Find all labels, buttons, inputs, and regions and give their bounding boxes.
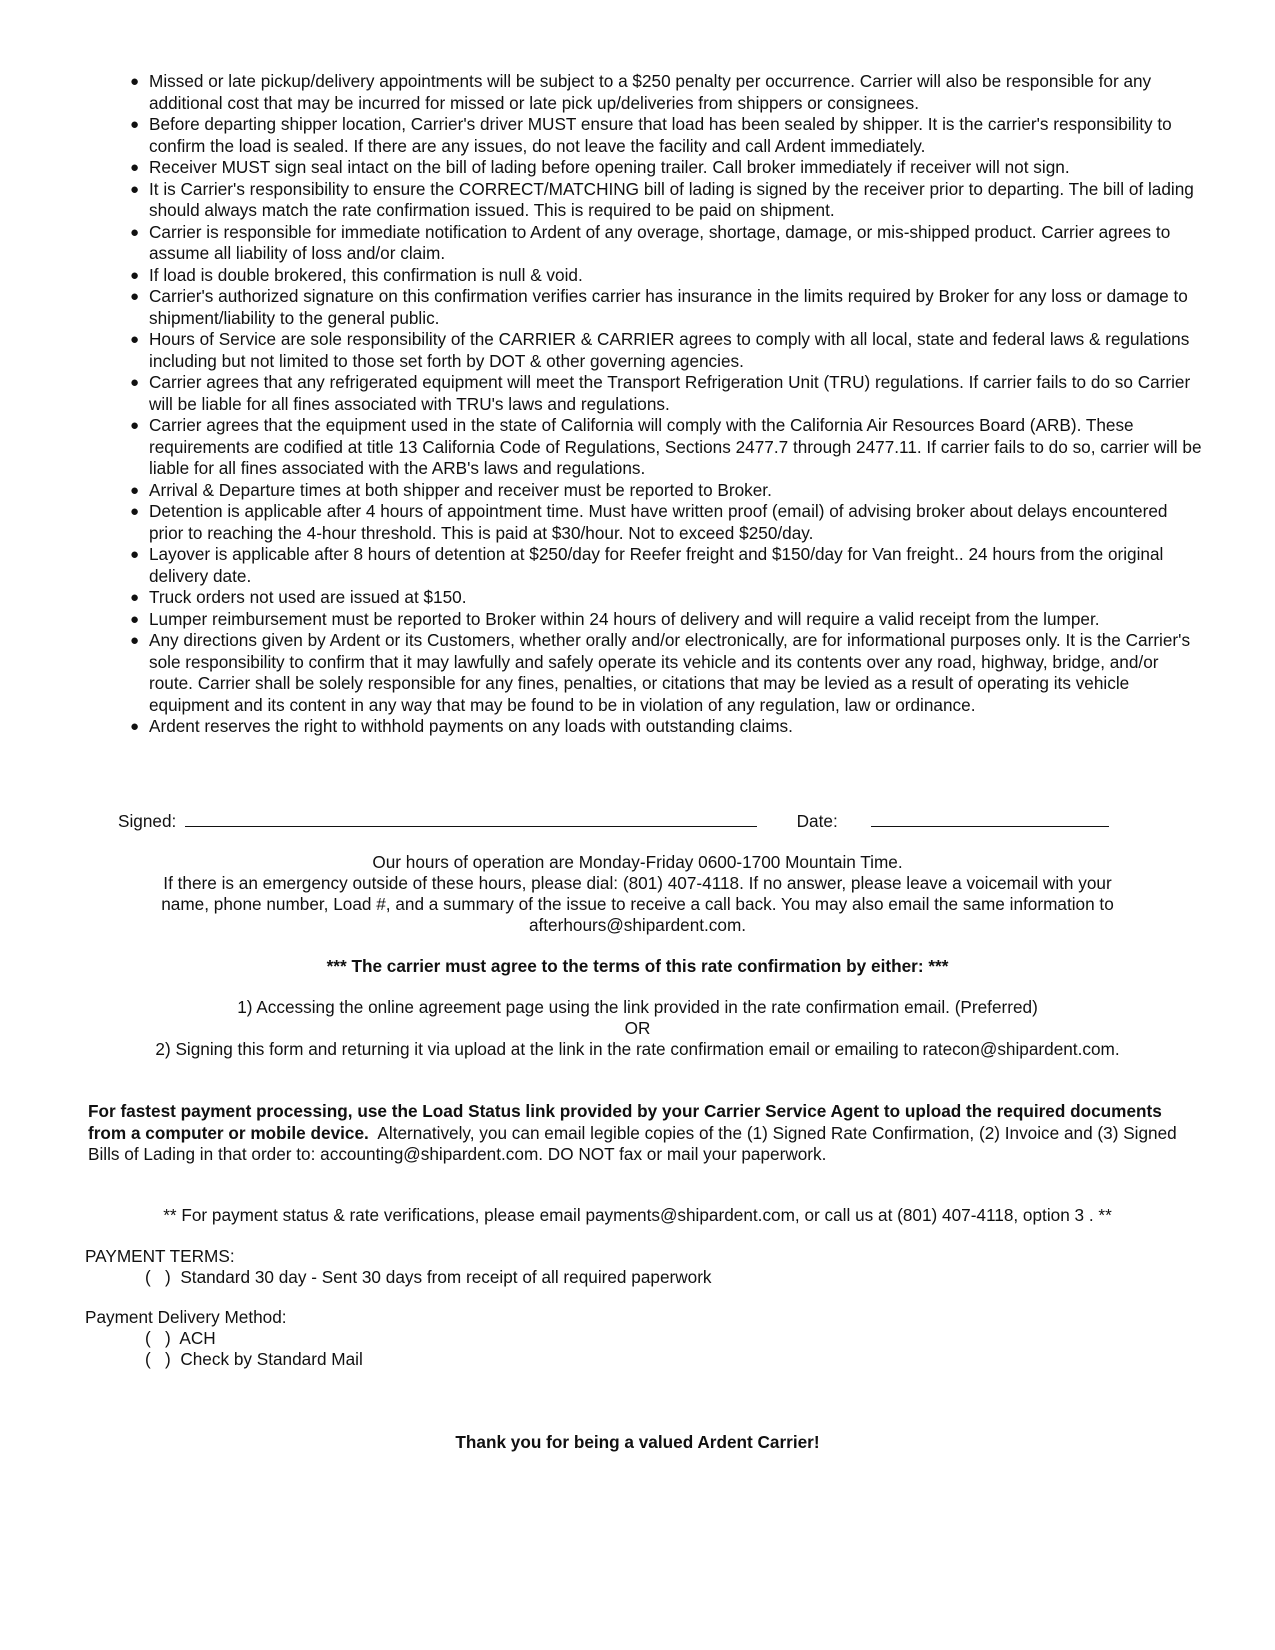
bullet-icon: ● — [130, 417, 140, 434]
agree-option-2: 2) Signing this form and returning it via upload at the link in the rate confirmation email or emailing to ratecon@shipardent.com. — [155, 1039, 1120, 1059]
bullet-icon: ● — [130, 374, 140, 391]
payment-terms-label: PAYMENT TERMS: — [85, 1246, 235, 1266]
agree-or: OR — [624, 1018, 651, 1038]
term-item — [127, 716, 1202, 738]
hours-line-4: afterhours@shipardent.com. — [528, 915, 747, 935]
signed-label: Signed: — [118, 811, 177, 831]
term-text: Layover is applicable after 8 hours of detention at $250/day for Reefer freight and $150/day for Van freight.. 24 hours from the original delivery date. — [149, 544, 1164, 586]
term-text: Before departing shipper location, Carrier's driver MUST ensure that load has been sealed by shipper. It is the carrier's responsibility to confirm the load is sealed. If there are any issues, do not leave the facility and call Ardent immediately. — [149, 114, 1172, 156]
agree-heading: *** The carrier must agree to the terms of this rate confirmation by either: *** — [326, 956, 949, 976]
term-item — [127, 222, 1202, 265]
term-item — [127, 609, 1202, 631]
term-text: Ardent reserves the right to withhold payments on any loads with outstanding claims. — [149, 716, 793, 736]
bullet-icon: ● — [130, 503, 140, 520]
bullet-icon: ● — [130, 610, 140, 628]
term-text: Truck orders not used are issued at $150. — [149, 587, 467, 607]
delivery-option-ach[interactable]: ( ) ACH — [145, 1328, 216, 1348]
payment-normal-text: Alternatively, you can email legible copies of the (1) Signed Rate Confirmation, (2) Invoice and (3) Signed Bills of Lading in that order to: accounting@shipardent.com. DO NOT fax or mail your paperwork. — [88, 1122, 1182, 1164]
term-text: Carrier agrees that any refrigerated equipment will meet the Transport Refrigeration Unit (TRU) regulations. If carrier fails to do so Carrier will be liable for all fines associated with TRU's laws and regulations. — [149, 372, 1191, 414]
term-text: Hours of Service are sole responsibility of the CARRIER & CARRIER agrees to comply with all local, state and federal laws & regulations including but not limited to those set forth by DOT & other governing agencies. — [149, 329, 1190, 371]
hours-line-1: Our hours of operation are Monday-Friday 0600-1700 Mountain Time. — [372, 852, 903, 872]
bullet-icon: ● — [130, 331, 140, 348]
term-item — [127, 501, 1202, 544]
term-text: Receiver MUST sign seal intact on the bill of lading before opening trailer. Call broker immediately if receiver will not sign. — [149, 157, 1070, 177]
term-text: If load is double brokered, this confirmation is null & void. — [149, 264, 583, 285]
term-item — [127, 71, 1202, 114]
bullet-icon: ● — [130, 481, 140, 499]
bullet-icon: ● — [130, 180, 140, 198]
agree-option-1: 1) Accessing the online agreement page using the link provided in the rate confirmation email. (Preferred) — [237, 997, 1038, 1017]
bullet-icon: ● — [130, 589, 140, 606]
delivery-method-label: Payment Delivery Method: — [85, 1307, 287, 1327]
terms-list — [127, 71, 1202, 738]
hours-line-2: If there is an emergency outside of these hours, please dial: (801) 407-4118. If no answer, please leave a voicemail with your — [163, 873, 1112, 893]
date-label: Date: — [796, 811, 838, 831]
term-item — [127, 265, 1202, 287]
delivery-option-check[interactable]: ( ) Check by Standard Mail — [145, 1349, 363, 1369]
payment-status-line: ** For payment status & rate verifications, please email payments@shipardent.com, or call us at (801) 407-4118, option 3 . ** — [163, 1205, 1112, 1225]
term-item — [127, 587, 1202, 609]
term-item — [127, 480, 1202, 502]
date-line[interactable] — [871, 811, 1109, 827]
bullet-icon: ● — [130, 718, 140, 735]
term-text: Missed or late pickup/delivery appointments will be subject to a $250 penalty per occurrence. Carrier will also be responsible for any additional cost that may be incurred for missed or late pick up/deliveries from shippers or consignees. — [149, 71, 1152, 113]
bullet-icon: ● — [130, 288, 140, 305]
thank-you-line: Thank you for being a valued Ardent Carrier! — [455, 1432, 820, 1452]
bullet-icon: ● — [130, 159, 140, 176]
term-text: Carrier's authorized signature on this confirmation verifies carrier has insurance in the limits required by Broker for any loss or damage to shipment/liability to the general public. — [149, 286, 1188, 328]
term-text: Any directions given by Ardent or its Customers, whether orally and/or electronically, are for informational purposes only. It is the Carrier's sole responsibility to confirm that it may lawfully and safely operate its vehicle and its contents over any road, highway, bridge, and/or route. Carrier shall be solely responsible for any fines, penalties, or citations that may be levied as a result of operating its vehicle equipment and its content in any way that may be found to be in violation of any regulation, law or ordinance. — [149, 630, 1191, 715]
term-item — [127, 329, 1202, 372]
term-text: It is Carrier's responsibility to ensure the CORRECT/MATCHING bill of lading is signed by the receiver prior to departing. The bill of lading should always match the rate confirmation issued. This is required to be paid on shipment. — [149, 178, 1194, 220]
bullet-icon: ● — [130, 73, 140, 90]
term-item — [127, 114, 1202, 157]
term-item — [127, 179, 1202, 222]
term-item — [127, 544, 1202, 587]
term-item — [127, 630, 1202, 716]
bullet-icon: ● — [130, 266, 140, 284]
signature-line[interactable] — [185, 811, 757, 827]
term-item — [127, 415, 1202, 480]
term-text: Lumper reimbursement must be reported to Broker within 24 hours of delivery and will require a valid receipt from the lumper. — [149, 608, 1100, 629]
payment-terms-option[interactable]: ( ) Standard 30 day - Sent 30 days from receipt of all required paperwork — [145, 1267, 712, 1287]
term-item — [127, 372, 1202, 415]
bullet-icon: ● — [130, 632, 140, 649]
payment-instructions — [88, 1101, 1198, 1166]
term-text: Detention is applicable after 4 hours of appointment time. Must have written proof (email) of advising broker about delays encountered prior to reaching the 4-hour threshold. This is paid at $30/hour. Not to exceed $250/day. — [149, 501, 1168, 543]
term-item — [127, 157, 1202, 179]
term-text: Arrival & Departure times at both shipper and receiver must be reported to Broker. — [149, 479, 772, 500]
bullet-icon: ● — [130, 116, 140, 133]
hours-line-3: name, phone number, Load #, and a summary of the issue to receive a call back. You may also email the same information to — [161, 894, 1114, 914]
bullet-icon: ● — [130, 223, 140, 241]
bullet-icon: ● — [130, 546, 140, 563]
term-text: Carrier agrees that the equipment used in the state of California will comply with the California Air Resources Board (ARB). These requirements are codified at title 13 California Code of Regulations, Sections 2477.7 through 2477.11. If carrier fails to do so, carrier will be liable for all fines associated with the ARB's laws and regulations. — [149, 415, 1202, 478]
payment-bold-text: For fastest payment processing, use the Load Status link provided by your Carrier Service Agent to upload the required documents from a computer or mobile device. — [88, 1101, 1162, 1143]
term-item — [127, 286, 1202, 329]
term-text: Carrier is responsible for immediate notification to Ardent of any overage, shortage, damage, or mis-shipped product. Carrier agrees to assume all liability of loss and/or claim. — [149, 221, 1171, 263]
signature-row — [118, 811, 1109, 833]
